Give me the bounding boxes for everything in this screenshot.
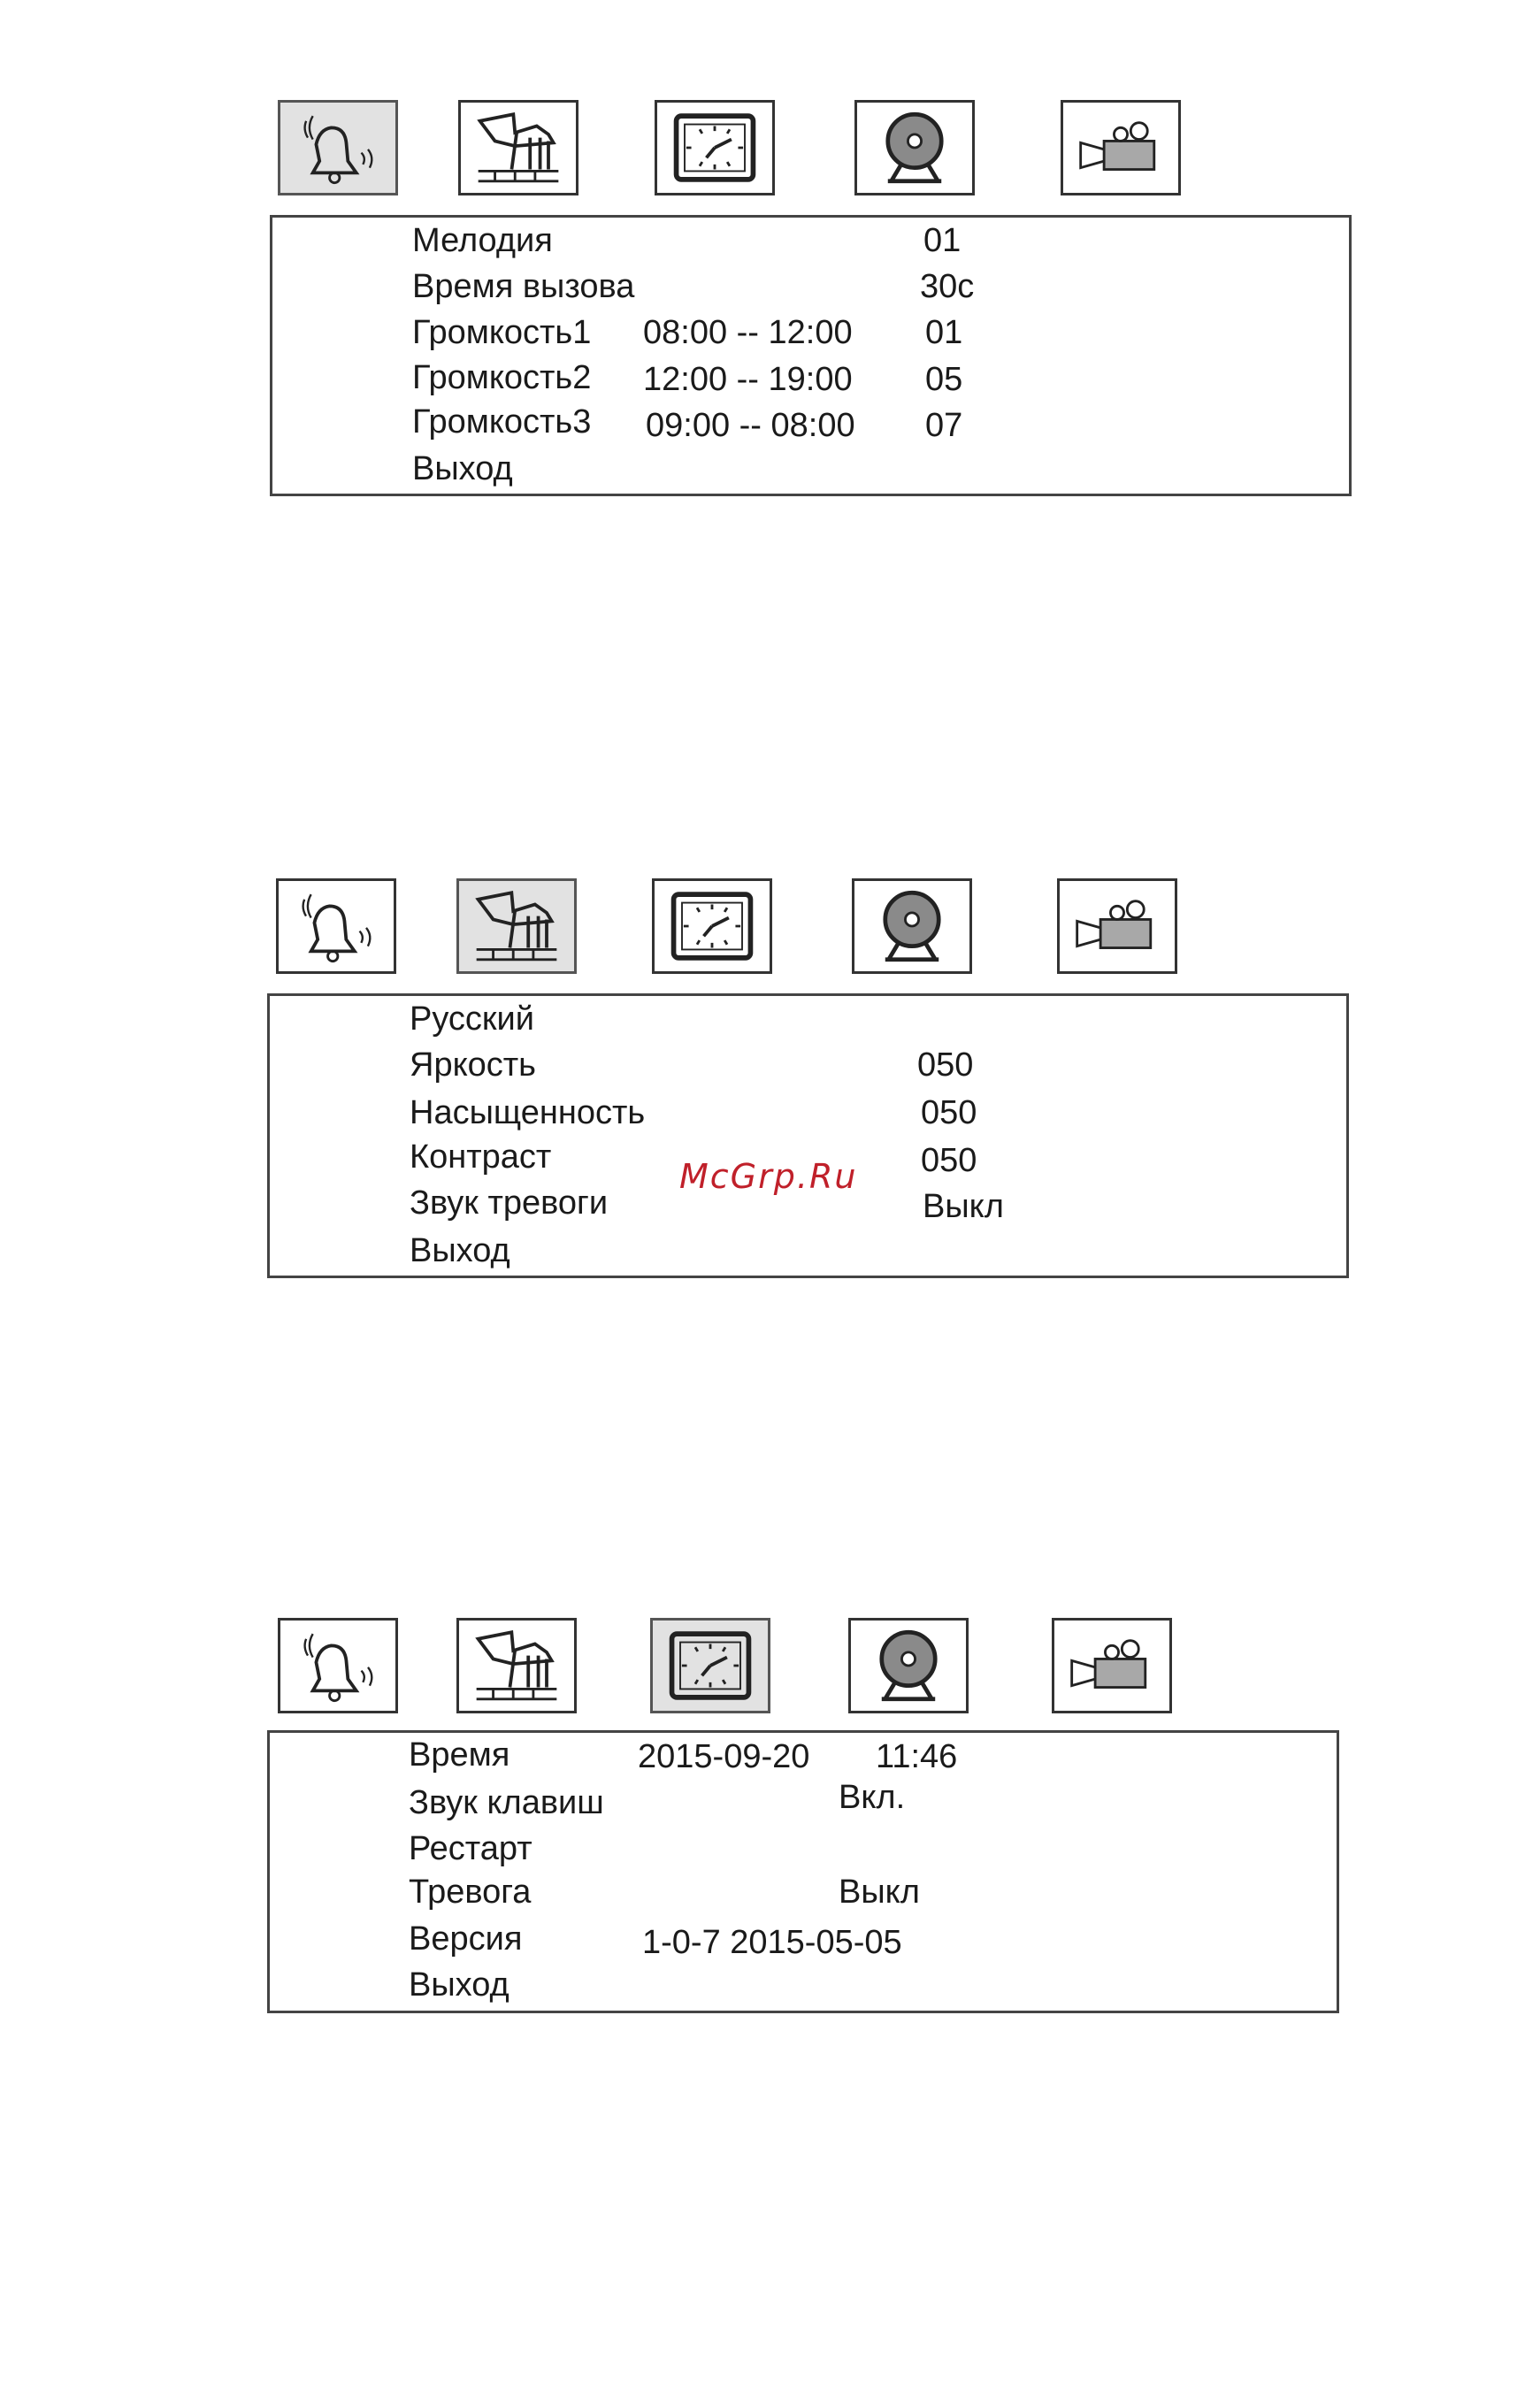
tab-ring[interactable]: [278, 100, 398, 195]
value-call-time: 30с: [920, 268, 975, 305]
clock-icon: [655, 881, 770, 971]
value-brightness: 050: [917, 1046, 974, 1084]
value-volume-2: 05: [925, 361, 963, 398]
camera-icon: [1054, 1621, 1169, 1711]
value-alarm-sound: Выкл: [923, 1188, 1004, 1225]
tab-disc[interactable]: [848, 1618, 969, 1713]
value-contrast: 050: [921, 1142, 977, 1179]
label-brightness[interactable]: Яркость: [410, 1046, 536, 1084]
tab-disc[interactable]: [854, 100, 975, 195]
tab-settings[interactable]: [458, 100, 578, 195]
tab-camera[interactable]: [1061, 100, 1181, 195]
tab-time[interactable]: [655, 100, 775, 195]
value-saturation: 050: [921, 1094, 977, 1131]
restart-item[interactable]: Рестарт: [409, 1830, 532, 1867]
tab-time[interactable]: [650, 1618, 770, 1713]
label-version: Версия: [409, 1920, 523, 1958]
tab-ring[interactable]: [278, 1618, 398, 1713]
bell-icon: [280, 103, 395, 193]
range-volume-2: 12:00 -- 19:00: [643, 361, 853, 398]
tab-settings[interactable]: [456, 878, 577, 974]
clock-icon: [657, 103, 772, 193]
range-volume-3: 09:00 -- 08:00: [646, 407, 855, 444]
clock-icon: [653, 1621, 768, 1711]
label-melody[interactable]: Мелодия: [412, 222, 553, 259]
camera-icon: [1063, 103, 1178, 193]
label-contrast[interactable]: Контраст: [410, 1138, 552, 1176]
tab-disc[interactable]: [852, 878, 972, 974]
range-volume-1: 08:00 -- 12:00: [643, 314, 853, 351]
exit-item[interactable]: Выход: [410, 1232, 510, 1269]
label-volume-2[interactable]: Громкость2: [412, 359, 592, 396]
disc-icon: [857, 103, 972, 193]
settings-icon: [459, 1621, 574, 1711]
watermark: McGrp.Ru: [679, 1157, 858, 1196]
settings-icon: [459, 881, 574, 971]
settings-icon: [461, 103, 576, 193]
value-date: 2015-09-20: [638, 1738, 810, 1775]
label-volume-3[interactable]: Громкость3: [412, 403, 592, 441]
value-volume-1: 01: [925, 314, 963, 351]
disc-icon: [854, 881, 969, 971]
value-alarm: Выкл: [839, 1873, 920, 1911]
exit-item[interactable]: Выход: [409, 1966, 510, 2004]
tab-settings[interactable]: [456, 1618, 577, 1713]
bell-icon: [279, 881, 394, 971]
label-key-sound[interactable]: Звук клавиш: [409, 1784, 604, 1821]
tab-camera[interactable]: [1052, 1618, 1172, 1713]
label-volume-1[interactable]: Громкость1: [412, 314, 592, 351]
label-time[interactable]: Время: [409, 1736, 510, 1774]
language-item[interactable]: Русский: [410, 1000, 534, 1038]
tab-ring[interactable]: [276, 878, 396, 974]
tab-time[interactable]: [652, 878, 772, 974]
value-time: 11:46: [876, 1738, 958, 1775]
value-key-sound: Вкл.: [839, 1779, 906, 1816]
label-call-time[interactable]: Время вызова: [412, 268, 635, 305]
tab-camera[interactable]: [1057, 878, 1177, 974]
value-version: 1-0-7 2015-05-05: [642, 1924, 902, 1961]
label-alarm-sound[interactable]: Звук тревоги: [410, 1184, 609, 1222]
bell-icon: [280, 1621, 395, 1711]
label-saturation[interactable]: Насыщенность: [410, 1094, 646, 1131]
exit-item[interactable]: Выход: [412, 450, 513, 487]
label-alarm[interactable]: Тревога: [409, 1873, 532, 1911]
value-melody: 01: [923, 222, 962, 259]
disc-icon: [851, 1621, 966, 1711]
camera-icon: [1060, 881, 1175, 971]
value-volume-3: 07: [925, 407, 963, 444]
